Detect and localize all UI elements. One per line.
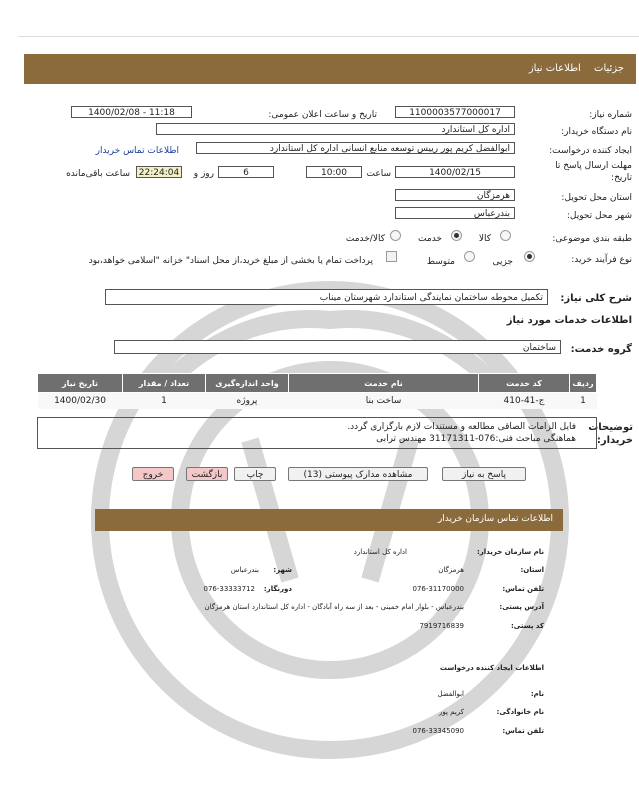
cell-row: 1 <box>570 393 597 410</box>
process-medium-radio[interactable] <box>464 251 475 262</box>
buyer-notes-line-1: فایل الزامات الصاقی مطالعه و مستندات لازم بارگزاری گردد. <box>347 422 576 432</box>
requester-phone-value: 076-33345090 <box>412 727 464 735</box>
buyer-field: اداره کل استاندارد <box>156 123 515 135</box>
buyer-label: نام دستگاه خریدار: <box>561 127 632 137</box>
contact-province-value: هرمزگان <box>438 566 464 574</box>
province-label: استان محل تحویل: <box>561 193 632 203</box>
remaining-time-field: 22:24:04 <box>136 166 182 178</box>
days-label: روز و <box>193 169 214 179</box>
contact-org-label: نام سازمان خریدار: <box>476 548 544 556</box>
contact-fax-label: دورنگار: <box>263 585 292 593</box>
contact-postal-label: کد پستی: <box>510 622 544 630</box>
table-header-row <box>38 374 597 393</box>
creator-field: ابوالفضل کریم پور رییس توسعه منابع انسانی اداره کل استاندارد <box>196 142 515 154</box>
category-goods-service-radio[interactable] <box>390 230 401 241</box>
cell-code: ج-41-410 <box>479 393 570 410</box>
summary-label: شرح کلی نیاز: <box>560 293 632 304</box>
treasury-payment-note: پرداخت تمام یا بخشی از مبلغ خرید،از محل اسناد" خزانه "اسلامی خواهد،بود <box>88 256 373 266</box>
header-bar <box>24 54 636 84</box>
contact-org-value: اداره کل استاندارد <box>353 548 407 556</box>
requester-family-label: نام خانوادگی: <box>496 708 544 716</box>
treasury-payment-checkbox[interactable] <box>386 251 397 262</box>
header-subtitle[interactable]: اطلاعات نیاز <box>528 63 581 74</box>
reply-button[interactable]: پاسخ به نیاز <box>442 467 526 481</box>
cell-name: ساخت بنا <box>289 393 479 410</box>
category-label: طبقه بندی موضوعی: <box>552 234 632 244</box>
contact-address-label: آدرس پستی: <box>499 603 544 611</box>
contact-section-header <box>95 509 563 531</box>
deadline-label: مهلت ارسال پاسخ تا تاریخ: <box>555 161 632 183</box>
buyer-notes-label: توضیحات <box>588 422 633 433</box>
days-field: 6 <box>218 166 274 178</box>
city-field: بندرعباس <box>395 207 515 219</box>
header-title[interactable]: جزئیات <box>594 63 624 74</box>
col-code: کد خدمت <box>479 374 570 393</box>
buyer-notes-box <box>37 417 597 449</box>
contact-province-label: استان: <box>520 566 544 574</box>
contact-phone-value: 076-31170000 <box>412 585 464 593</box>
col-name: نام خدمت <box>289 374 479 393</box>
contact-phone-label: تلفن تماس: <box>502 585 544 593</box>
cell-date: 1400/02/30 <box>38 393 123 410</box>
buyer-contact-link[interactable]: اطلاعات تماس خریدار <box>95 146 179 156</box>
top-rule <box>18 36 639 37</box>
exit-button[interactable]: خروج <box>132 467 174 481</box>
contact-city-label: شهر: <box>273 566 292 574</box>
category-service-label: خدمت <box>418 234 442 244</box>
deadline-time-label: ساعت <box>366 169 391 179</box>
process-label: نوع فرآیند خرید: <box>571 255 632 265</box>
summary-field: تکمیل محوطه ساختمان نمایندگی استاندارد شهرستان میناب <box>105 289 548 305</box>
category-service-radio[interactable] <box>451 230 462 241</box>
deadline-date-field: 1400/02/15 <box>395 166 515 178</box>
deadline-time-field: 10:00 <box>306 166 362 178</box>
cell-unit: پروژه <box>206 393 289 410</box>
header-breadcrumb <box>519 63 624 74</box>
contact-city-value: بندرعباس <box>230 566 259 574</box>
print-button[interactable]: چاپ <box>234 467 276 481</box>
announce-field: 1400/02/08 - 11:18 <box>71 106 192 118</box>
contact-section-title: اطلاعات تماس سازمان خریدار <box>437 514 553 524</box>
service-group-label: گروه خدمت: <box>570 344 632 355</box>
process-partial-radio[interactable] <box>524 251 535 262</box>
need-number-field: 1100003577000017 <box>395 106 515 118</box>
view-documents-button[interactable]: مشاهده مدارک پیوستی (13) <box>288 467 428 481</box>
service-group-field: ساختمان <box>114 340 561 354</box>
requester-name-value: ابوالفضل <box>437 690 464 698</box>
province-field: هرمزگان <box>395 189 515 201</box>
cell-qty: 1 <box>123 393 206 410</box>
need-number-label: شماره نیاز: <box>589 110 632 120</box>
col-date: تاریخ نیاز <box>38 374 123 393</box>
services-section-title: اطلاعات خدمات مورد نیاز <box>506 315 632 326</box>
table-row <box>38 393 597 410</box>
col-qty: تعداد / مقدار <box>123 374 206 393</box>
requester-name-label: نام: <box>530 690 544 698</box>
buyer-notes-line-2: هماهنگی مباحث فنی:076-31171311 مهندس ترابی <box>376 434 576 444</box>
requester-family-value: کریم پور <box>439 708 464 716</box>
col-unit: واحد اندازه‌گیری <box>206 374 289 393</box>
process-partial-label: جزیی <box>492 257 513 267</box>
contact-postal-value: 7919716839 <box>419 622 464 630</box>
col-row: ردیف <box>570 374 597 393</box>
creator-label: ایجاد کننده درخواست: <box>549 146 632 156</box>
requester-phone-label: تلفن تماس: <box>502 727 544 735</box>
remaining-label: ساعت باقی‌مانده <box>66 169 130 179</box>
category-goods-service-label: کالا/خدمت <box>345 234 385 244</box>
contact-address-value: بندرعباس - بلوار امام خمینی - بعد از سه راه آبادگان - اداره کل استاندارد استان هرمزگان <box>204 603 464 611</box>
category-goods-label: کالا <box>478 234 491 244</box>
buyer-notes-label-2: خریدار: <box>596 435 633 446</box>
contact-fax-value: 076-33333712 <box>203 585 255 593</box>
process-medium-label: متوسط <box>426 257 455 267</box>
city-label: شهر محل تحویل: <box>566 211 632 221</box>
back-button[interactable]: بازگشت <box>186 467 228 481</box>
services-table <box>37 373 597 409</box>
announce-label: تاریخ و ساعت اعلان عمومی: <box>268 110 377 120</box>
category-goods-radio[interactable] <box>500 230 511 241</box>
requester-title: اطلاعات ایجاد کننده درخواست <box>439 664 544 672</box>
